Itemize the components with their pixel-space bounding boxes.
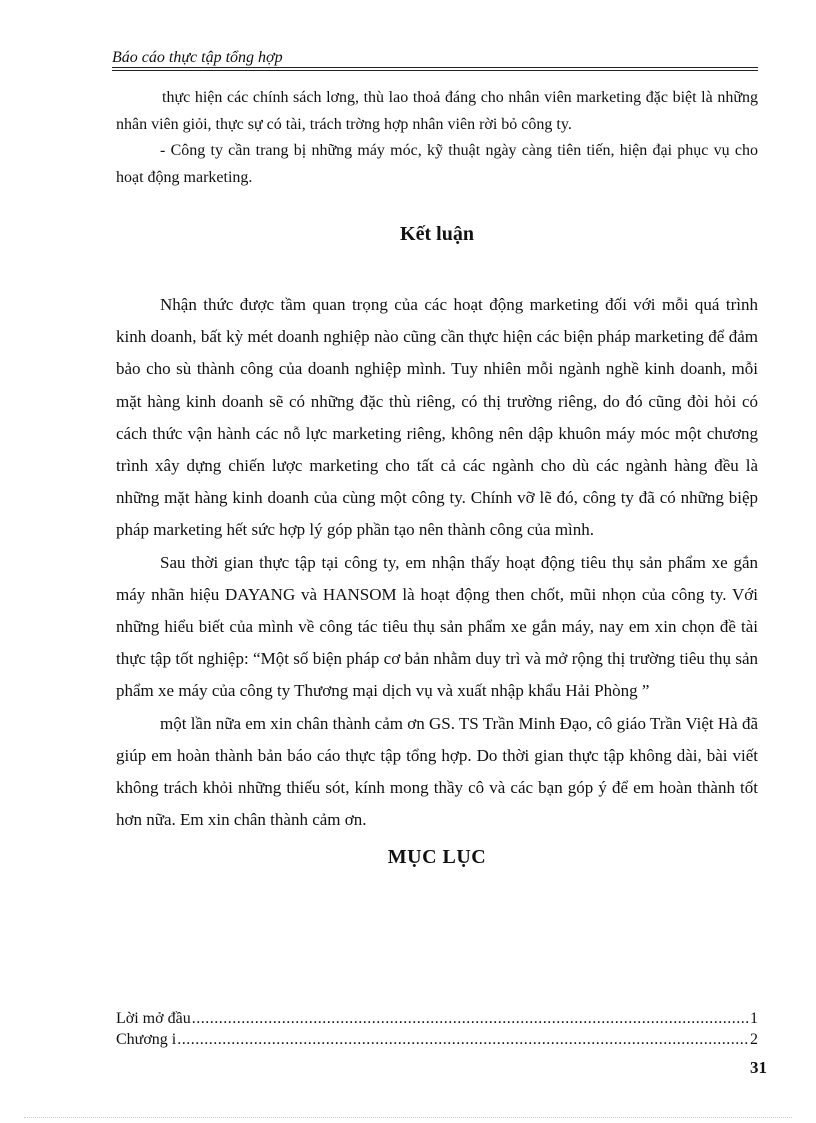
page-body <box>116 85 758 870</box>
conclusion-title: Kết luận <box>400 223 474 245</box>
toc-title: MỤC LỤC <box>387 846 487 869</box>
toc-entry <box>116 1029 758 1050</box>
intro-paragraph-1: thực hiện các chính sách lơng, thù lao thoả đáng cho nhân viên marketing đặc biệt là những nhân viên giỏi, thực sự có tài, trách trờng hợp nhân viên rời bỏ công ty. <box>116 89 758 133</box>
header-rule-thin <box>112 70 758 71</box>
toc-entry-label: Chương i <box>116 1031 177 1048</box>
toc-entry <box>116 1008 758 1029</box>
toc-entry-label: Lời mở đầu <box>116 1010 191 1027</box>
intro-paragraph-2: - Công ty cần trang bị những máy móc, kỹ thuật ngày càng tiên tiến, hiện đại phục vụ cho hoạt động marketing. <box>116 142 758 186</box>
page-bottom-rule <box>24 1117 792 1118</box>
page-number: 31 <box>750 1058 767 1077</box>
header-rule-thick <box>112 67 758 68</box>
toc-leader-dots <box>192 1008 749 1029</box>
title-spacer <box>116 247 758 289</box>
toc-entry-page: 1 <box>750 1010 758 1027</box>
toc-entry-page: 2 <box>750 1031 758 1048</box>
conclusion-paragraph-3: một lần nữa em xin chân thành cảm ơn GS. TS Trần Minh Đạo, cô giáo Trần Việt Hà đã giúp em hoàn thành bản báo cáo thực tập tổng hợp. Do thời gian thực tập không dài, bài viết không trách khỏi những thiếu sót, kính mong thầy cô và các bạn góp ý để em hoàn thành tốt hơn nữa. Em xin chân thành cảm ơn. <box>116 713 758 830</box>
table-of-contents <box>116 1008 758 1050</box>
toc-leader-dots <box>177 1029 749 1050</box>
running-header: Báo cáo thực tập tổng hợp <box>112 49 283 66</box>
conclusion-paragraph-2: Sau thời gian thực tập tại công ty, em nhận thấy hoạt động tiêu thụ sản phẩm xe gắn máy nhãn hiệu DAYANG và HANSOM là hoạt động then chốt, mũi nhọn của công ty. Với những hiểu biết của mình về công tác tiêu thụ sản phẩm xe gắn máy, nay em xin chọn đề tài thực tập tốt nghiệp: “Một số biện pháp cơ bản nhằm duy trì và mở rộng thị trường tiêu thụ sản phẩm xe máy của công ty Thương mại dịch vụ và xuất nhập khẩu Hải Phòng ” <box>116 552 758 701</box>
conclusion-paragraph-1: Nhận thức được tầm quan trọng của các hoạt động marketing đối với mỗi quá trình kinh doanh, bất kỳ mét doanh nghiệp nào cũng cần thực hiện các biện pháp marketing để đảm bảo cho sù thành công của doanh nghiệp mình. Tuy nhiên mỗi ngành nghề kinh doanh, mỗi mặt hàng kinh doanh sẽ có những đặc thù riêng, có thị trường riêng, do đó cũng đòi hỏi có cách thức vận hành các nỗ lực marketing riêng, không nên dập khuôn máy móc một chương trình xây dựng chiến lược marketing cho tất cả các ngành cho dù các ngành hàng đều là những mặt hàng kinh doanh của cùng một công ty. Chính vỡ lẽ đó, công ty đã có những biệp pháp marketing hết sức hợp lý góp phần tạo nên thành công của mình. <box>116 295 758 540</box>
